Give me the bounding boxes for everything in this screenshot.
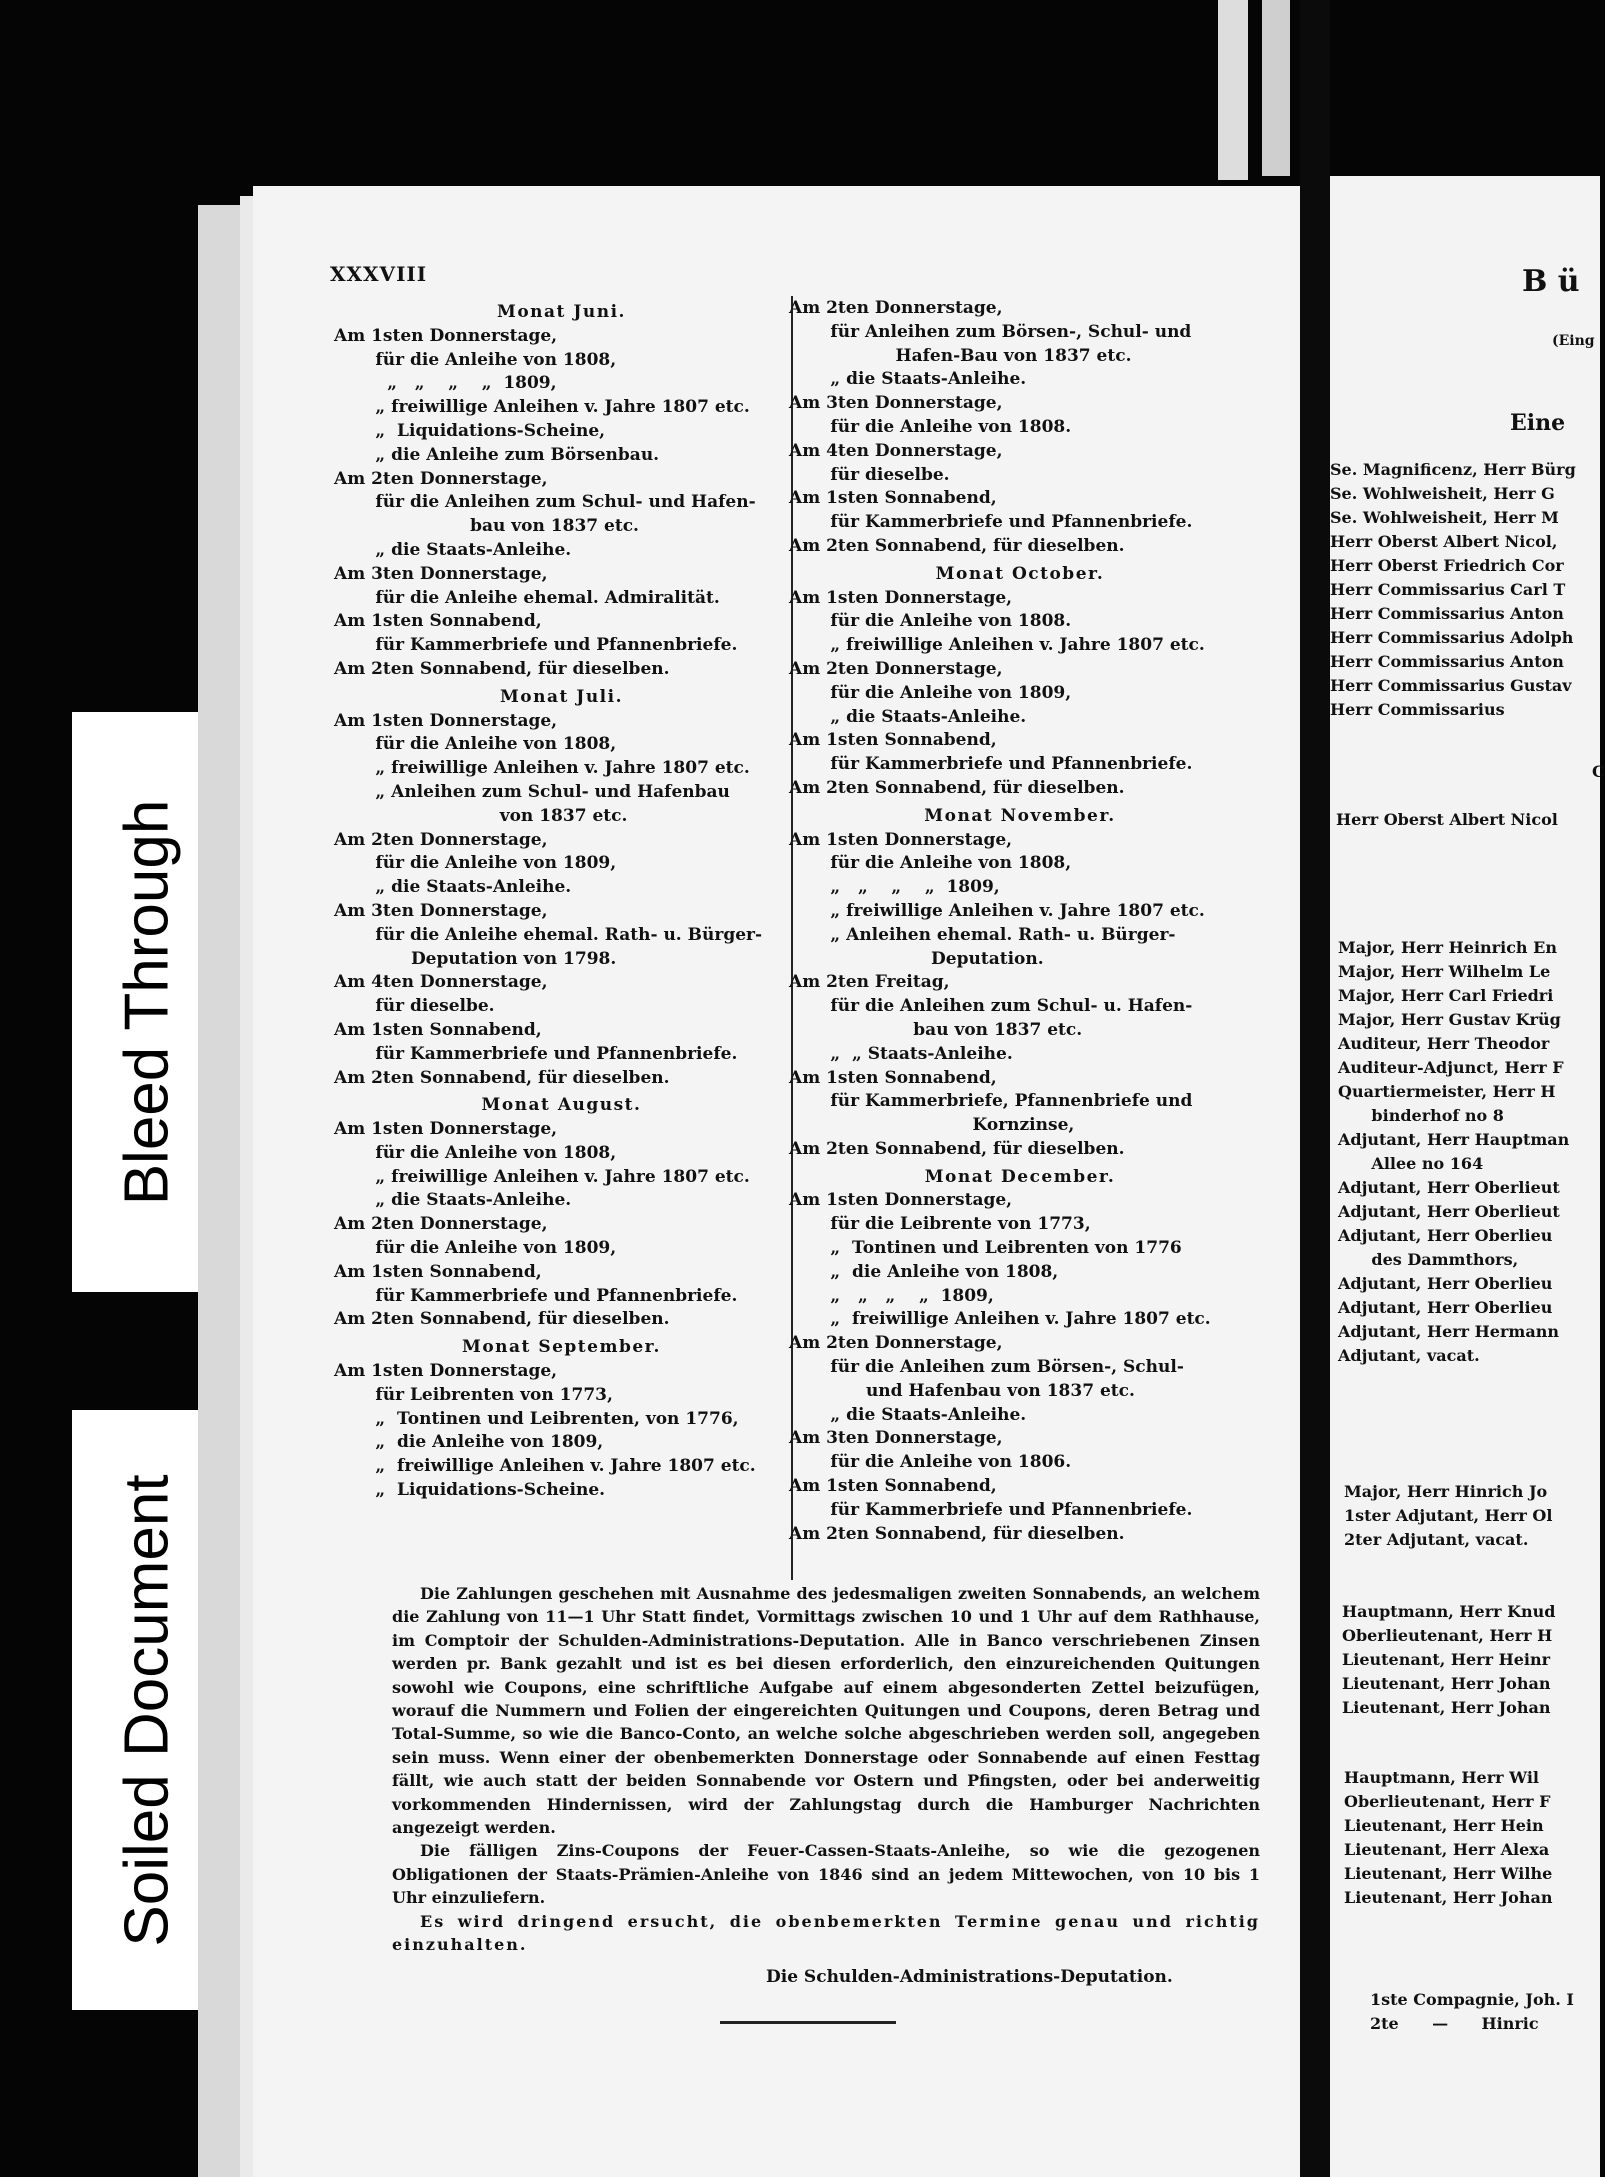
facing-page-line: C xyxy=(1592,762,1605,781)
schedule-line: Am 2ten Donnerstage, xyxy=(789,658,1003,679)
month-heading: Monat Juni. xyxy=(497,302,626,322)
schedule-line: Am 4ten Donnerstage, xyxy=(334,972,548,993)
facing-page-line: Herr Commissarius Anton xyxy=(1330,652,1564,671)
schedule-line: für Kammerbriefe und Pfannenbriefe. xyxy=(789,754,1193,775)
bleed-through-text: Bleed Through xyxy=(112,799,182,1205)
schedule-line: Am 2ten Sonnabend, für dieselben. xyxy=(789,1523,1125,1544)
book-edge-outer xyxy=(198,205,240,2177)
schedule-line: Am 1sten Donnerstage, xyxy=(789,829,1013,850)
book-gutter xyxy=(1300,0,1330,2177)
schedule-line: für Kammerbriefe und Pfannenbriefe. xyxy=(789,1499,1193,1520)
schedule-line: „ „ „ „ 1809, xyxy=(789,1285,994,1306)
schedule-line: Am 3ten Donnerstage, xyxy=(334,563,548,584)
schedule-line: Am 2ten Sonnabend, für dieselben. xyxy=(334,1309,670,1330)
facing-page-line: Lieutenant, Herr Johan xyxy=(1342,1698,1551,1717)
schedule-line: „ Anleihen ehemal. Rath- u. Bürger- xyxy=(789,924,1176,945)
schedule-line: Am 2ten Sonnabend, für dieselben. xyxy=(789,777,1125,798)
schedule-line: „ die Staats-Anleihe. xyxy=(334,1190,572,1211)
facing-page-line: Lieutenant, Herr Hein xyxy=(1344,1816,1544,1835)
facing-page-line: Herr Commissarius xyxy=(1330,700,1505,719)
month-heading: Monat December. xyxy=(924,1166,1116,1187)
facing-page-line: Lieutenant, Herr Johan xyxy=(1342,1674,1551,1693)
facing-page-line: Oberlieutenant, Herr H xyxy=(1342,1626,1553,1645)
schedule-line: für die Anleihen zum Schul- und Hafen- xyxy=(334,492,756,513)
facing-page-line: Major, Herr Wilhelm Le xyxy=(1338,962,1551,981)
schedule-line: Am 1sten Donnerstage, xyxy=(334,1119,558,1140)
schedule-line: für Kammerbriefe und Pfannenbriefe. xyxy=(334,1285,738,1306)
schedule-line: Am 1sten Sonnabend, xyxy=(789,730,997,751)
schedule-line: für die Anleihe von 1808, xyxy=(334,1142,617,1163)
schedule-line: für die Anleihe von 1806. xyxy=(789,1452,1072,1473)
month-heading: Monat September. xyxy=(462,1337,661,1358)
schedule-line: Am 1sten Donnerstage, xyxy=(789,1190,1013,1211)
schedule-line: „ freiwillige Anleihen v. Jahre 1807 etc. xyxy=(789,1309,1211,1330)
schedule-line: Am 2ten Freitag, xyxy=(789,972,950,993)
schedule-line: Am 2ten Sonnabend, für dieselben. xyxy=(789,535,1125,556)
facing-page-line: Herr Commissarius Gustav xyxy=(1330,676,1572,695)
schedule-line: für dieselbe. xyxy=(334,996,495,1017)
facing-page-line: Major, Herr Hinrich Jo xyxy=(1344,1482,1548,1501)
facing-page-line: des Dammthors, xyxy=(1338,1250,1519,1269)
schedule-line: bau von 1837 etc. xyxy=(334,516,639,537)
schedule-line: „ freiwillige Anleihen v. Jahre 1807 etc. xyxy=(334,758,750,779)
facing-page-line: Herr Commissarius Adolph xyxy=(1330,628,1574,647)
schedule-line: Am 1sten Sonnabend, xyxy=(789,1067,997,1088)
schedule-line: für die Anleihe von 1809, xyxy=(334,853,617,874)
facing-page xyxy=(1330,176,1605,2177)
schedule-line: „ Tontinen und Leibrenten von 1776 xyxy=(789,1238,1182,1259)
facing-page-line: Auditeur, Herr Theodor xyxy=(1338,1034,1550,1053)
month-heading: Monat November. xyxy=(924,805,1116,826)
schedule-line: Am 2ten Donnerstage, xyxy=(789,298,1003,318)
facing-page-line: 2te — Hinric xyxy=(1370,2014,1539,2033)
facing-page-line: Adjutant, Herr Oberlieu xyxy=(1338,1226,1553,1245)
schedule-line: für die Anleihe von 1808, xyxy=(334,349,617,370)
schedule-line: „ die Staats-Anleihe. xyxy=(789,1404,1027,1425)
schedule-line: für die Anleihe ehemal. Admiralität. xyxy=(334,587,720,608)
facing-page-line: 1ste Compagnie, Joh. I xyxy=(1370,1990,1574,2009)
schedule-line: von 1837 etc. xyxy=(334,805,628,826)
facing-page-line: Major, Herr Carl Friedri xyxy=(1338,986,1554,1005)
schedule-line: für Anleihen zum Börsen-, Schul- und xyxy=(789,321,1192,342)
schedule-line: „ die Staats-Anleihe. xyxy=(334,539,572,560)
schedule-line: „ Tontinen und Leibrenten, von 1776, xyxy=(334,1408,739,1429)
schedule-line: „ freiwillige Anleihen v. Jahre 1807 etc. xyxy=(334,397,750,418)
schedule-line: Kornzinse, xyxy=(789,1115,1075,1136)
facing-page-line: Oberlieutenant, Herr F xyxy=(1344,1792,1551,1811)
closing-rule xyxy=(720,2021,896,2024)
schedule-line: für die Anleihe von 1808. xyxy=(789,416,1072,437)
facing-page-line: Lieutenant, Herr Wilhe xyxy=(1344,1864,1553,1883)
facing-page-line: Hauptmann, Herr Knud xyxy=(1342,1602,1556,1621)
schedule-line: „ „ „ „ 1809, xyxy=(789,877,1000,898)
schedule-line: „ Anleihen zum Schul- und Hafenbau xyxy=(334,781,730,802)
schedule-line: „ die Anleihe zum Börsenbau. xyxy=(334,444,660,465)
schedule-line: für die Anleihe von 1808, xyxy=(334,734,617,755)
facing-page-line: Adjutant, Herr Hermann xyxy=(1338,1322,1559,1341)
book-edge-inner xyxy=(240,196,253,2177)
schedule-line: Am 1sten Donnerstage, xyxy=(334,325,558,346)
facing-page-line: Se. Magnificenz, Herr Bürg xyxy=(1330,460,1576,479)
schedule-line: Am 3ten Donnerstage, xyxy=(334,900,548,921)
facing-page-line: Herr Oberst Albert Nicol xyxy=(1336,810,1558,829)
ribbon-marker-2 xyxy=(1262,0,1290,176)
schedule-line: „ freiwillige Anleihen v. Jahre 1807 etc. xyxy=(334,1166,750,1187)
schedule-line: für die Anleihen zum Schul- u. Hafen- xyxy=(789,996,1193,1017)
schedule-line: Am 3ten Donnerstage, xyxy=(789,1428,1003,1449)
facing-page-line: Adjutant, Herr Oberlieu xyxy=(1338,1298,1553,1317)
facing-page-line: 2ter Adjutant, vacat. xyxy=(1344,1530,1529,1549)
schedule-line: Am 1sten Donnerstage, xyxy=(789,587,1013,608)
schedule-line: Am 3ten Donnerstage, xyxy=(789,393,1003,414)
schedule-line: „ freiwillige Anleihen v. Jahre 1807 etc. xyxy=(789,635,1205,656)
signature: Die Schulden-Administrations-Deputation. xyxy=(766,1967,1173,1987)
schedule-line: Am 1sten Sonnabend, xyxy=(789,1476,997,1497)
month-heading: Monat Juli. xyxy=(499,686,624,707)
schedule-line: „ die Staats-Anleihe. xyxy=(789,369,1027,390)
schedule-line: bau von 1837 etc. xyxy=(789,1019,1083,1040)
schedule-line: Am 2ten Sonnabend, für dieselben. xyxy=(334,1067,670,1088)
ribbon-marker xyxy=(1218,0,1248,180)
schedule-line: für die Anleihe ehemal. Rath- u. Bürger- xyxy=(334,924,763,945)
notice-paragraph: Es wird dringend ersucht, die obenbemerkten Termine genau und richtig einzuhalten. xyxy=(392,1911,1260,1955)
facing-page-line: Quartiermeister, Herr H xyxy=(1338,1082,1556,1101)
facing-page-line: Herr Commissarius Carl T xyxy=(1330,580,1566,599)
facing-page-line: Herr Oberst Friedrich Cor xyxy=(1330,556,1564,575)
schedule-line: Deputation. xyxy=(789,948,1044,969)
facing-page-line: Allee no 164 xyxy=(1338,1154,1484,1173)
month-heading: Monat August. xyxy=(481,1095,642,1116)
schedule-line: Am 1sten Sonnabend, xyxy=(334,1261,542,1282)
facing-page-line: binderhof no 8 xyxy=(1338,1106,1504,1125)
schedule-line: „ „ Staats-Anleihe. xyxy=(789,1043,1013,1064)
facing-page-line: (Eing xyxy=(1552,333,1595,349)
facing-page-line: Lieutenant, Herr Alexa xyxy=(1344,1840,1550,1859)
schedule-line: für die Anleihe von 1808. xyxy=(789,611,1072,632)
schedule-line: für die Anleihen zum Börsen-, Schul- xyxy=(789,1357,1184,1378)
facing-page-line: B ü xyxy=(1522,264,1580,299)
facing-page-line: Major, Herr Gustav Krüg xyxy=(1338,1010,1561,1029)
facing-page-line: Lieutenant, Herr Johan xyxy=(1344,1888,1553,1907)
facing-page-line: Auditeur-Adjunct, Herr F xyxy=(1338,1058,1564,1077)
facing-page-line: 1ster Adjutant, Herr Ol xyxy=(1344,1506,1553,1525)
schedule-line: Hafen-Bau von 1837 etc. xyxy=(789,345,1132,366)
schedule-line: Am 1sten Donnerstage, xyxy=(334,710,558,731)
schedule-line: für die Anleihe von 1809, xyxy=(789,682,1072,703)
facing-page-line: Adjutant, Herr Oberlieu xyxy=(1338,1274,1553,1293)
schedule-line: „ die Anleihe von 1808, xyxy=(789,1261,1059,1282)
schedule-line: für die Anleihe von 1809, xyxy=(334,1238,617,1259)
notice-paragraph: Die Zahlungen geschehen mit Ausnahme des jedesmaligen zweiten Sonnabends, an welchem die Zahlung von 11—1 Uhr Statt findet, Vormittags zwischen 10 und 1 Uhr auf dem Rathhause, im Comptoir der Schulden-Administrations-Deputation. Alle in Banco verschriebenen Zinsen werden pr. Bank gezahlt und ist es bei diesen erforderlich, den einzureichenden Quitungen sowohl wie Coupons, eine schriftliche Aufgabe auf einem abgesonderten Zettel beizufügen, worauf die Nummern und Folien der eingereichten Quitungen und Coupons, deren Betrag und Total-Summe, so wie die Banco-Conto, an welche solche abgeschrieben werden soll, angegeben sein muss. Wenn einer der obenbemerkten Donnerstage oder Sonnabende auf einen Festtag fällt, wie auch statt der beiden Sonnabende vor Ostern und Pfingsten, oder bei anderweitig vorkommenden Hindernissen, wird der Zahlungstag durch die Hamburger Nachrichten angezeigt werden. xyxy=(392,1584,1260,1838)
schedule-column-middle xyxy=(789,297,1251,1546)
facing-page-line: Hauptmann, Herr Wil xyxy=(1344,1768,1539,1787)
schedule-line: und Hafenbau von 1837 etc. xyxy=(789,1380,1135,1401)
schedule-line: für die Anleihe von 1808, xyxy=(789,853,1072,874)
month-heading: Monat October. xyxy=(935,563,1105,584)
schedule-line: „ die Anleihe von 1809, xyxy=(334,1432,604,1453)
notice-paragraph: Die fälligen Zins-Coupons der Feuer-Cassen-Staats-Anleihe, so wie die gezogenen Obligationen der Staats-Prämien-Anleihe von 1846 sind an jedem Mittewochen, von 10 bis 1 Uhr einzuliefern. xyxy=(392,1841,1260,1908)
schedule-line: für Kammerbriefe, Pfannenbriefe und xyxy=(789,1091,1193,1112)
schedule-line: „ Liquidations-Scheine, xyxy=(334,420,606,441)
schedule-line: „ Liquidations-Scheine. xyxy=(334,1480,606,1501)
payment-notice xyxy=(392,1582,1260,1957)
facing-page-line: Se. Wohlweisheit, Herr M xyxy=(1330,508,1559,527)
schedule-line: für Kammerbriefe und Pfannenbriefe. xyxy=(789,512,1193,533)
schedule-line: für Leibrenten von 1773, xyxy=(334,1384,613,1405)
schedule-line: für dieselbe. xyxy=(789,464,950,485)
schedule-line: „ „ „ „ 1809, xyxy=(334,373,557,394)
schedule-line: Am 2ten Donnerstage, xyxy=(334,1214,548,1235)
facing-page-line: Adjutant, vacat. xyxy=(1338,1346,1480,1365)
soiled-document-text: Soiled Document xyxy=(112,1473,182,1947)
schedule-line: Deputation von 1798. xyxy=(334,948,617,969)
schedule-line: „ freiwillige Anleihen v. Jahre 1807 etc. xyxy=(334,1456,756,1477)
schedule-line: Am 1sten Donnerstage, xyxy=(334,1361,558,1382)
schedule-column-left xyxy=(334,297,789,1503)
schedule-line: Am 1sten Sonnabend, xyxy=(789,488,997,509)
schedule-line: für die Leibrente von 1773, xyxy=(789,1214,1091,1235)
facing-page-line: Se. Wohlweisheit, Herr G xyxy=(1330,484,1555,503)
schedule-line: Am 2ten Sonnabend, für dieselben. xyxy=(334,658,670,679)
facing-page-line: Adjutant, Herr Oberlieut xyxy=(1338,1178,1560,1197)
facing-page-line: Adjutant, Herr Hauptman xyxy=(1338,1130,1570,1149)
schedule-line: Am 2ten Donnerstage, xyxy=(789,1333,1003,1354)
schedule-line: Am 2ten Sonnabend, für dieselben. xyxy=(789,1138,1125,1159)
schedule-line: Am 1sten Sonnabend, xyxy=(334,1019,542,1040)
facing-page-line: Herr Oberst Albert Nicol, xyxy=(1330,532,1558,551)
facing-page-line: Herr Commissarius Anton xyxy=(1330,604,1564,623)
schedule-line: „ freiwillige Anleihen v. Jahre 1807 etc. xyxy=(789,900,1205,921)
facing-page-line: Adjutant, Herr Oberlieut xyxy=(1338,1202,1560,1221)
schedule-line: „ die Staats-Anleihe. xyxy=(789,706,1027,727)
schedule-line: für Kammerbriefe und Pfannenbriefe. xyxy=(334,635,738,656)
facing-page-line: Eine xyxy=(1510,410,1566,436)
schedule-line: Am 1sten Sonnabend, xyxy=(334,611,542,632)
page-number: XXXVIII xyxy=(330,262,428,286)
facing-page-line: Lieutenant, Herr Heinr xyxy=(1342,1650,1551,1669)
schedule-line: Am 4ten Donnerstage, xyxy=(789,440,1003,461)
schedule-line: Am 2ten Donnerstage, xyxy=(334,829,548,850)
schedule-line: Am 2ten Donnerstage, xyxy=(334,468,548,489)
schedule-line: für Kammerbriefe und Pfannenbriefe. xyxy=(334,1043,738,1064)
schedule-line: „ die Staats-Anleihe. xyxy=(334,877,572,898)
facing-page-line: Major, Herr Heinrich En xyxy=(1338,938,1557,957)
